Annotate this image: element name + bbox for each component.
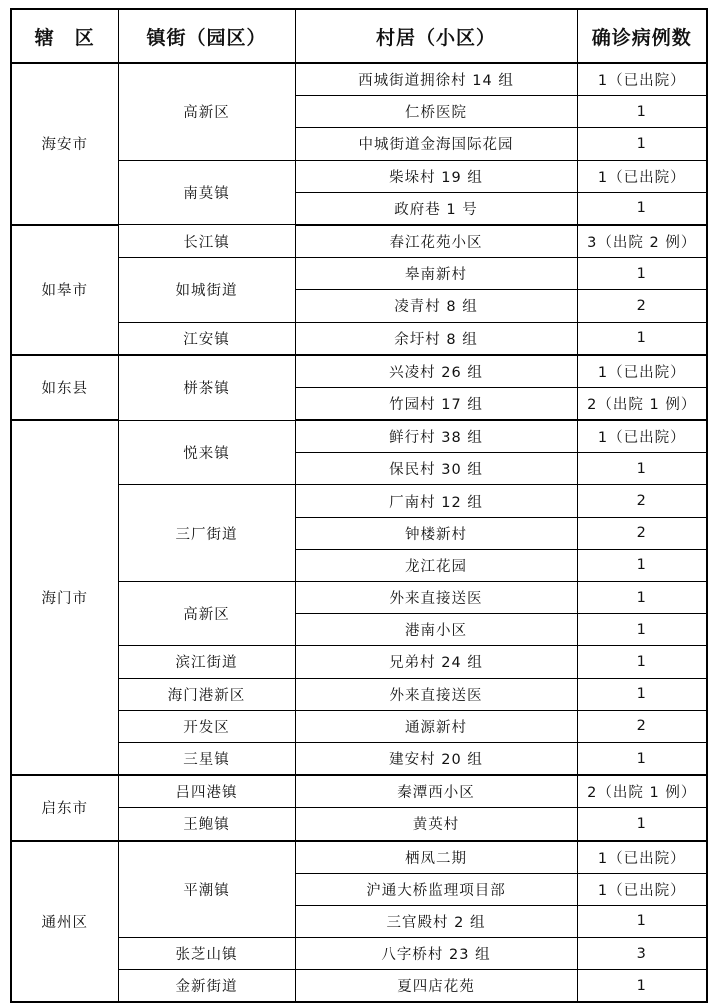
village-cell: 柴垛村 19 组 [295,160,577,192]
table-header [11,9,707,63]
case-count-cell: 1 [577,258,707,290]
header-town: 镇街（园区） [118,9,295,63]
case-count-cell: 1 [577,678,707,710]
header-district: 辖 区 [11,9,118,63]
village-cell: 皋南新村 [295,258,577,290]
case-count-cell: 1 [577,128,707,160]
case-count-cell: 1（已出院） [577,841,707,874]
case-count-cell: 2（出院 1 例） [577,775,707,808]
village-cell: 夏四店花苑 [295,970,577,1003]
table-row [11,420,707,453]
case-count-cell: 1 [577,905,707,937]
table-row [11,841,707,874]
table-row [11,63,707,96]
case-count-cell: 1 [577,549,707,581]
case-count-cell: 1 [577,808,707,841]
village-cell: 厂南村 12 组 [295,485,577,517]
district-cell: 如东县 [11,355,118,420]
table-row [11,225,707,258]
case-count-cell: 3（出院 2 例） [577,225,707,258]
case-count-cell: 1 [577,322,707,355]
case-count-cell: 1（已出院） [577,355,707,388]
case-count-cell: 1 [577,582,707,614]
village-cell: 仁桥医院 [295,96,577,128]
town-cell: 长江镇 [118,225,295,258]
village-cell: 外来直接送医 [295,678,577,710]
village-cell: 外来直接送医 [295,582,577,614]
village-cell: 栖凤二期 [295,841,577,874]
case-count-cell: 1（已出院） [577,420,707,453]
district-cell: 海安市 [11,63,118,225]
case-count-cell: 1 [577,646,707,678]
case-count-cell: 1（已出院） [577,873,707,905]
town-cell: 高新区 [118,63,295,160]
town-cell: 海门港新区 [118,678,295,710]
case-count-cell: 1 [577,453,707,485]
town-cell: 吕四港镇 [118,775,295,808]
village-cell: 兴凌村 26 组 [295,355,577,388]
case-count-cell: 2 [577,710,707,742]
town-cell: 王鲍镇 [118,808,295,841]
case-count-cell: 3 [577,938,707,970]
village-cell: 凌青村 8 组 [295,290,577,322]
village-cell: 鲜行村 38 组 [295,420,577,453]
town-cell: 三星镇 [118,742,295,775]
village-cell: 钟楼新村 [295,517,577,549]
header-case-count: 确诊病例数 [577,9,707,63]
village-cell: 西城街道拥徐村 14 组 [295,63,577,96]
table-row [11,355,707,388]
town-cell: 平潮镇 [118,841,295,938]
village-cell: 黄英村 [295,808,577,841]
village-cell: 港南小区 [295,614,577,646]
case-count-cell: 2 [577,517,707,549]
town-cell: 开发区 [118,710,295,742]
case-table [10,8,708,1003]
case-count-cell: 2 [577,485,707,517]
town-cell: 滨江街道 [118,646,295,678]
village-cell: 通源新村 [295,710,577,742]
village-cell: 保民村 30 组 [295,453,577,485]
village-cell: 八字桥村 23 组 [295,938,577,970]
table-body [11,63,707,1002]
district-cell: 海门市 [11,420,118,775]
village-cell: 政府巷 1 号 [295,192,577,225]
town-cell: 高新区 [118,582,295,646]
town-cell: 悦来镇 [118,420,295,485]
case-count-cell: 1 [577,96,707,128]
village-cell: 秦潭西小区 [295,775,577,808]
village-cell: 三官殿村 2 组 [295,905,577,937]
case-count-cell: 2 [577,290,707,322]
district-cell: 通州区 [11,841,118,1003]
village-cell: 春江花苑小区 [295,225,577,258]
village-cell: 龙江花园 [295,549,577,581]
case-count-cell: 1 [577,970,707,1003]
town-cell: 金新街道 [118,970,295,1003]
case-count-cell: 1（已出院） [577,160,707,192]
town-cell: 栟茶镇 [118,355,295,420]
case-count-cell: 1 [577,192,707,225]
village-cell: 沪通大桥监理项目部 [295,873,577,905]
case-count-cell: 1（已出院） [577,63,707,96]
case-table-container [10,8,708,1003]
header-village: 村居（小区） [295,9,577,63]
header-row [11,9,707,63]
town-cell: 张芝山镇 [118,938,295,970]
table-row [11,775,707,808]
town-cell: 如城街道 [118,258,295,322]
town-cell: 南莫镇 [118,160,295,225]
village-cell: 余圩村 8 组 [295,322,577,355]
village-cell: 建安村 20 组 [295,742,577,775]
village-cell: 中城街道金海国际花园 [295,128,577,160]
case-count-cell: 1 [577,614,707,646]
town-cell: 三厂街道 [118,485,295,582]
village-cell: 竹园村 17 组 [295,387,577,420]
district-cell: 启东市 [11,775,118,840]
case-count-cell: 2（出院 1 例） [577,387,707,420]
district-cell: 如皋市 [11,225,118,355]
town-cell: 江安镇 [118,322,295,355]
village-cell: 兄弟村 24 组 [295,646,577,678]
case-count-cell: 1 [577,742,707,775]
